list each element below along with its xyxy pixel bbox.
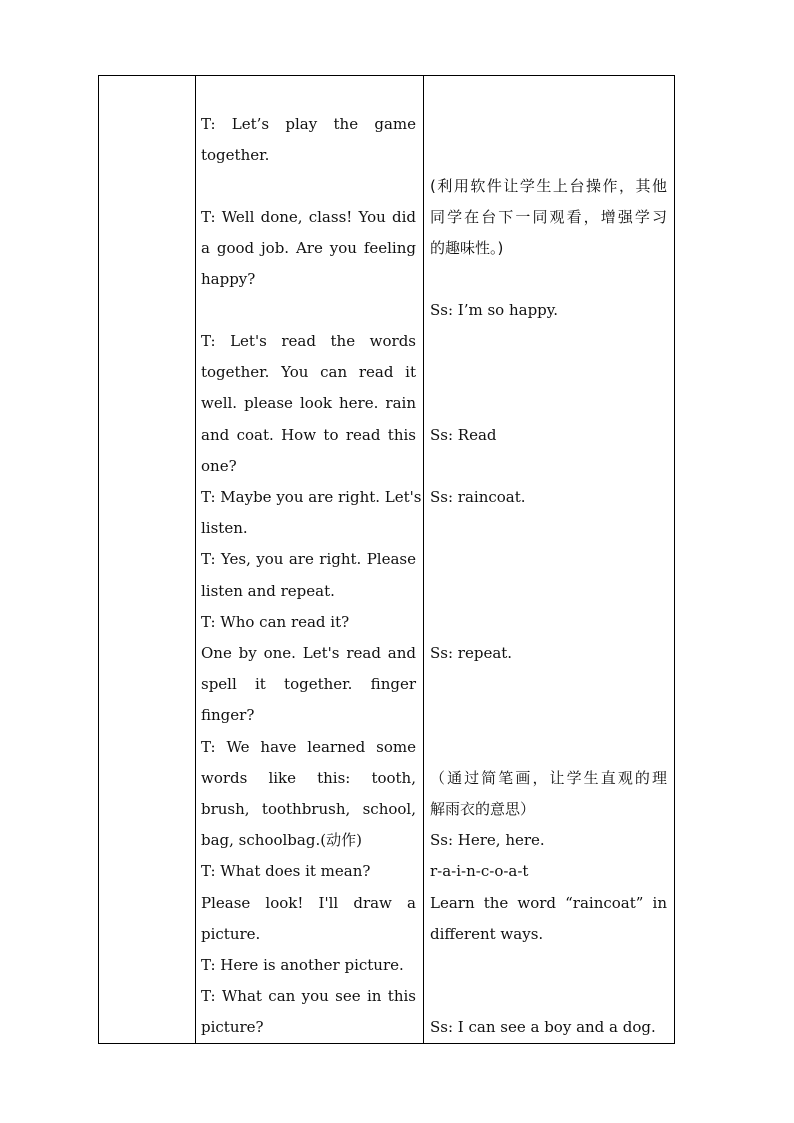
student-line: （通过简笔画，让学生直观的理 xyxy=(430,769,667,787)
teacher-line: one? xyxy=(201,457,237,475)
teacher-line: T: Well done, class! You did xyxy=(201,208,416,226)
teacher-line: brush, toothbrush, school, xyxy=(201,800,416,818)
teacher-line: T: Let's read the words xyxy=(201,332,416,350)
student-line: Ss: I’m so happy. xyxy=(430,301,559,319)
lesson-table xyxy=(98,75,675,1044)
teacher-line: bag, schoolbag.(动作) xyxy=(201,831,362,849)
teacher-line: T: Yes, you are right. Please xyxy=(201,550,416,568)
student-line: 解雨衣的意思） xyxy=(430,800,536,818)
teacher-line: words like this: tooth, xyxy=(201,769,416,787)
column-divider-1 xyxy=(195,76,196,1043)
teacher-line: T: We have learned some xyxy=(201,738,416,756)
teacher-line: One by one. Let's read and xyxy=(201,644,416,662)
teacher-line: and coat. How to read this xyxy=(201,426,416,444)
student-line: Ss: I can see a boy and a dog. xyxy=(430,1018,656,1036)
student-line: Ss: raincoat. xyxy=(430,488,526,506)
student-line: Ss: Read xyxy=(430,426,497,444)
teacher-line: finger? xyxy=(201,706,255,724)
student-line: Learn the word “raincoat” in xyxy=(430,894,667,912)
teacher-line: T: Who can read it? xyxy=(201,613,350,631)
student-line: 同学在台下一同观看，增强学习 xyxy=(430,208,667,226)
student-line: different ways. xyxy=(430,925,544,943)
teacher-line: T: Here is another picture. xyxy=(201,956,404,974)
student-line: Ss: Here, here. xyxy=(430,831,545,849)
teacher-line: happy? xyxy=(201,270,256,288)
teacher-line: T: What can you see in this xyxy=(201,987,416,1005)
teacher-line: T: What does it mean? xyxy=(201,862,371,880)
teacher-line: together. xyxy=(201,146,270,164)
teacher-line: T: Maybe you are right. Let's xyxy=(201,488,422,506)
teacher-line: listen and repeat. xyxy=(201,582,335,600)
teacher-line: T: Let’s play the game xyxy=(201,115,416,133)
teacher-line: a good job. Are you feeling xyxy=(201,239,416,257)
column-divider-2 xyxy=(423,76,424,1043)
teacher-line: listen. xyxy=(201,519,248,537)
student-line: r-a-i-n-c-o-a-t xyxy=(430,862,529,880)
student-line: Ss: repeat. xyxy=(430,644,513,662)
teacher-line: picture? xyxy=(201,1018,264,1036)
student-line: 的趣味性。) xyxy=(430,239,504,257)
student-line: (利用软件让学生上台操作，其他 xyxy=(430,177,667,195)
teacher-line: well. please look here. rain xyxy=(201,394,416,412)
teacher-line: spell it together. finger xyxy=(201,675,416,693)
teacher-line: Please look! I'll draw a xyxy=(201,894,416,912)
teacher-line: together. You can read it xyxy=(201,363,416,381)
teacher-line: picture. xyxy=(201,925,261,943)
